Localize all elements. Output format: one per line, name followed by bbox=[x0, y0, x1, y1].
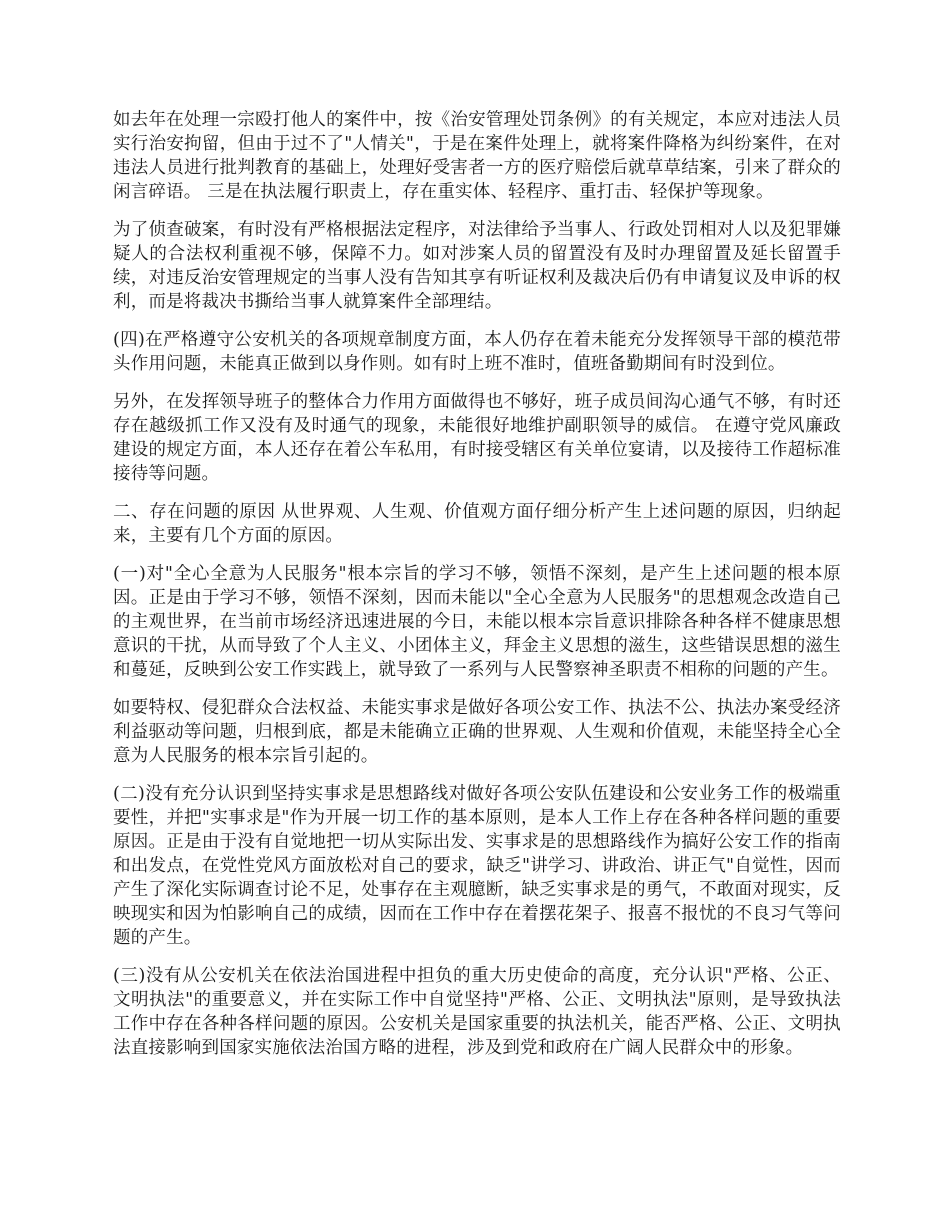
paragraph-1: 如去年在处理一宗殴打他人的案件中，按《治安管理处罚条例》的有关规定，本应对违法人员实行治安拘留，但由于过不了"人情关"，于是在案件处理上，就将案件降格为纠纷案件，在对违法人员进行批判教育的基础上，处理好受害者一方的医疗赔偿后就草草结案，引来了群众的闲言碎语。 三是在执法履行职责上，存在重实体、轻程序、重打击、轻保护等现象。 bbox=[113, 110, 841, 202]
paragraph-3: (四)在严格遵守公安机关的各项规章制度方面，本人仍存在着未能充分发挥领导干部的模范带头作用问题，未能真正做到以身作则。如有时上班不准时，值班备勤期间有时没到位。 bbox=[113, 330, 841, 374]
paragraph-7: 如要特权、侵犯群众合法权益、未能实事求是做好各项公安工作、执法不公、执法办案受经济利益驱动等问题，归根到底，都是未能确立正确的世界观、人生观和价值观，未能坚持全心全意为人民服务的根本宗旨引起的。 bbox=[113, 698, 841, 766]
paragraph-2: 为了侦查破案，有时没有严格根据法定程序，对法律给予当事人、行政处罚相对人以及犯罪嫌疑人的合法权利重视不够，保障不力。如对涉案人员的留置没有及时办理留置及延长留置手续，对违反治安管理规定的当事人没有告知其享有听证权利及裁决后仍有申请复议及申诉的权利，而是将裁决书撕给当事人就算案件全部理结。 bbox=[113, 220, 841, 312]
paragraph-6: (一)对"全心全意为人民服务"根本宗旨的学习不够，领悟不深刻，是产生上述问题的根本原因。正是由于学习不够，领悟不深刻，因而未能以"全心全意为人民服务"的思想观念改造自己的主观世界，在当前市场经济迅速进展的今日，未能以根本宗旨意识排除各种各样不健康思想意识的干扰，从而导致了个人主义、小团体主义，拜金主义思想的滋生，这些错误思想的滋生和蔓延，反映到公安工作实践上，就导致了一系列与人民警察神圣职责不相称的问题的产生。 bbox=[113, 564, 841, 680]
paragraph-8: (二)没有充分认识到坚持实事求是思想路线对做好各项公安队伍建设和公安业务工作的极端重要性，并把"实事求是"作为开展一切工作的基本原则，是本人工作上存在各种各样问题的重要原因。正是由于没有自觉地把一切从实际出发、实事求是的思想路线作为搞好公安工作的指南和出发点，在党性党风方面放松对自己的要求，缺乏"讲学习、讲政治、讲正气"自觉性，因而产生了深化实际调查讨论不足，处事存在主观臆断，缺乏实事求是的勇气，不敢面对现实，反映现实和因为怕影响自己的成绩，因而在工作中存在着摆花架子、报喜不报忧的不良习气等问题的产生。 bbox=[113, 784, 841, 948]
paragraph-4: 另外，在发挥领导班子的整体合力作用方面做得也不够好，班子成员间沟心通气不够，有时还存在越级抓工作又没有及时通气的现象，未能很好地维护副职领导的威信。 在遵守党风廉政建设的规定方面，本人还存在着公车私用，有时接受辖区有关单位宴请，以及接待工作超标准接待等问题。 bbox=[113, 392, 841, 484]
document-page bbox=[113, 108, 841, 1074]
paragraph-5: 二、存在问题的原因 从世界观、人生观、价值观方面仔细分析产生上述问题的原因，归纳起来，主要有几个方面的原因。 bbox=[113, 502, 841, 546]
paragraph-9: (三)没有从公安机关在依法治国进程中担负的重大历史使命的高度，充分认识"严格、公正、文明执法"的重要意义，并在实际工作中自觉坚持"严格、公正、文明执法"原则，是导致执法工作中存在各种各样问题的原因。公安机关是国家重要的执法机关，能否严格、公正、文明执法直接影响到国家实施依法治国方略的进程，涉及到党和政府在广阔人民群众中的形象。 bbox=[113, 966, 841, 1058]
